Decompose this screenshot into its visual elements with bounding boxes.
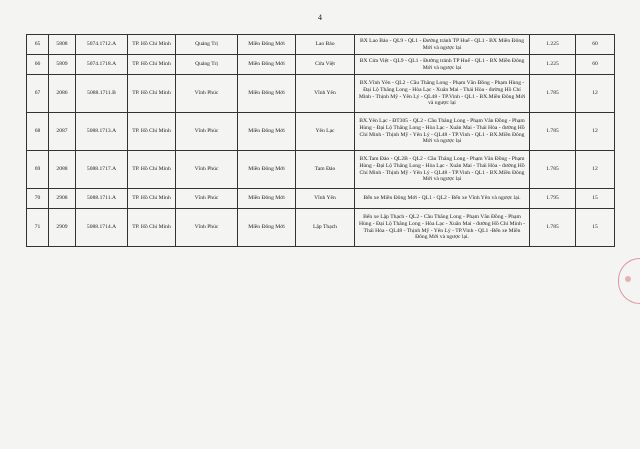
cell-route-number: 5088.1711.A <box>76 189 128 209</box>
cell-distance: 1.225 <box>530 55 576 75</box>
page-number: 4 <box>318 13 322 22</box>
cell-destination-station: Yên Lạc <box>296 113 355 151</box>
cell-route-number: 5088.1713.A <box>76 113 128 151</box>
cell-trips: 12 <box>576 151 615 189</box>
cell-route-description: BX.Tam Đảo - QL2B - QL2 - Cầu Thăng Long - Phạm Văn Đồng - Phạm Hùng - Đại Lộ Thăng Long - Hòa Lạc - Xuân Mai - Thái Hòa - đường Hồ Chí Minh - Thịnh Mỹ - Yên Lý - QL48 - TP.Vinh - QL1 - BX.Miền Đông Mới và ngược lại <box>355 151 530 189</box>
cell-distance: 1.785 <box>530 75 576 113</box>
cell-route-description: Bến xe Miền Đông Mới - QL1 - QL2 - Bến xe Vĩnh Yên và ngược lại. <box>355 189 530 209</box>
cell-origin-city: TP. Hồ Chí Minh <box>128 55 176 75</box>
cell-origin-station: Miền Đông Mới <box>238 189 296 209</box>
cell-code: 2086 <box>49 75 76 113</box>
cell-origin-station: Miền Đông Mới <box>238 113 296 151</box>
cell-code: 5808 <box>49 35 76 55</box>
cell-code: 2088 <box>49 151 76 189</box>
cell-distance: 1.785 <box>530 209 576 247</box>
cell-route-number: 5088.1717.A <box>76 151 128 189</box>
cell-destination-province: Quảng Trị <box>176 35 238 55</box>
table-row <box>27 209 615 247</box>
table-row <box>27 189 615 209</box>
cell-origin-station: Miền Đông Mới <box>238 55 296 75</box>
cell-distance: 1.785 <box>530 151 576 189</box>
cell-destination-province: Vĩnh Phúc <box>176 151 238 189</box>
table-row <box>27 75 615 113</box>
cell-origin-city: TP. Hồ Chí Minh <box>128 35 176 55</box>
cell-trips: 60 <box>576 35 615 55</box>
cell-route-number: 5088.1711.B <box>76 75 128 113</box>
cell-destination-station: Vĩnh Yên <box>296 75 355 113</box>
cell-trips: 15 <box>576 189 615 209</box>
cell-stt: 70 <box>27 189 49 209</box>
cell-code: 2908 <box>49 189 76 209</box>
cell-route-number: 5074.1718.A <box>76 55 128 75</box>
cell-stt: 71 <box>27 209 49 247</box>
cell-trips: 60 <box>576 55 615 75</box>
cell-route-description: BX Cửa Việt - QL9 - QL1 - Đường tránh TP Huế - QL1 - BX Miền Đông Mới và ngược lại <box>355 55 530 75</box>
cell-destination-station: Lập Thạch <box>296 209 355 247</box>
cell-stt: 66 <box>27 55 49 75</box>
cell-destination-province: Vĩnh Phúc <box>176 189 238 209</box>
red-seal-stamp-mark <box>625 276 631 282</box>
cell-trips: 12 <box>576 113 615 151</box>
cell-distance: 1.795 <box>530 189 576 209</box>
cell-origin-station: Miền Đông Mới <box>238 209 296 247</box>
cell-origin-city: TP. Hồ Chí Minh <box>128 189 176 209</box>
cell-code: 2087 <box>49 113 76 151</box>
cell-origin-city: TP. Hồ Chí Minh <box>128 209 176 247</box>
cell-stt: 67 <box>27 75 49 113</box>
cell-destination-province: Vĩnh Phúc <box>176 75 238 113</box>
cell-origin-city: TP. Hồ Chí Minh <box>128 75 176 113</box>
table-row <box>27 151 615 189</box>
cell-destination-station: Cửa Việt <box>296 55 355 75</box>
cell-destination-province: Vĩnh Phúc <box>176 209 238 247</box>
cell-route-description: Bến xe Lập Thạch - QL2 - Cầu Thăng Long - Phạm Văn Đồng - Phạm Hùng - Đại Lộ Thăng Long - Hòa Lạc - Xuân Mai - đường Hồ Chí Minh -Thái Hòa - QL48 - Thịnh Mỹ - Yên Lý - TP.Vinh - QL1 -Bến xe Miền Đông Mới và ngược lại. <box>355 209 530 247</box>
route-table <box>26 34 615 247</box>
cell-route-number: 5074.1712.A <box>76 35 128 55</box>
table-row <box>27 35 615 55</box>
cell-route-description: BX.Vĩnh Yên - QL2 - Cầu Thăng Long - Phạm Văn Đồng - Phạm Hùng - Đại Lộ Thăng Long - Hòa Lạc - Xuân Mai - Thái Hòa - đường Hồ Chí Minh - Thịnh Mỹ - Yên Lý - QL48 - TP.Vinh - QL1 - BX.Miền Đông Mới và ngược lại <box>355 75 530 113</box>
cell-destination-province: Vĩnh Phúc <box>176 113 238 151</box>
cell-origin-station: Miền Đông Mới <box>238 75 296 113</box>
table-row <box>27 113 615 151</box>
cell-trips: 12 <box>576 75 615 113</box>
cell-origin-station: Miền Đông Mới <box>238 35 296 55</box>
cell-origin-city: TP. Hồ Chí Minh <box>128 113 176 151</box>
cell-route-number: 5088.1714.A <box>76 209 128 247</box>
cell-route-description: BX Lao Bảo - QL9 - QL1 - Đường tránh TP Huế - QL1 - BX Miền Đông Mới và ngược lại <box>355 35 530 55</box>
cell-destination-station: Vĩnh Yên <box>296 189 355 209</box>
cell-distance: 1.785 <box>530 113 576 151</box>
cell-trips: 15 <box>576 209 615 247</box>
cell-stt: 69 <box>27 151 49 189</box>
cell-distance: 1.225 <box>530 35 576 55</box>
cell-destination-station: Tam Đảo <box>296 151 355 189</box>
table-row <box>27 55 615 75</box>
cell-destination-station: Lao Bảo <box>296 35 355 55</box>
cell-origin-station: Miền Đông Mới <box>238 151 296 189</box>
cell-code: 2909 <box>49 209 76 247</box>
route-table-body <box>27 35 615 247</box>
cell-stt: 65 <box>27 35 49 55</box>
cell-destination-province: Quảng Trị <box>176 55 238 75</box>
cell-origin-city: TP. Hồ Chí Minh <box>128 151 176 189</box>
cell-code: 5809 <box>49 55 76 75</box>
cell-route-description: BX.Yên Lạc - ĐT305 - QL2 - Cầu Thăng Long - Phạm Văn Đồng - Phạm Hùng - Đại Lộ Thăng Long - Hòa Lạc - Xuân Mai - Thái Hòa - đường Hồ Chí Minh - Thịnh Mỹ - Yên Lý - QL48 - TP.Vinh - QL1 - BX.Miền Đông Mới và ngược lại <box>355 113 530 151</box>
cell-stt: 68 <box>27 113 49 151</box>
